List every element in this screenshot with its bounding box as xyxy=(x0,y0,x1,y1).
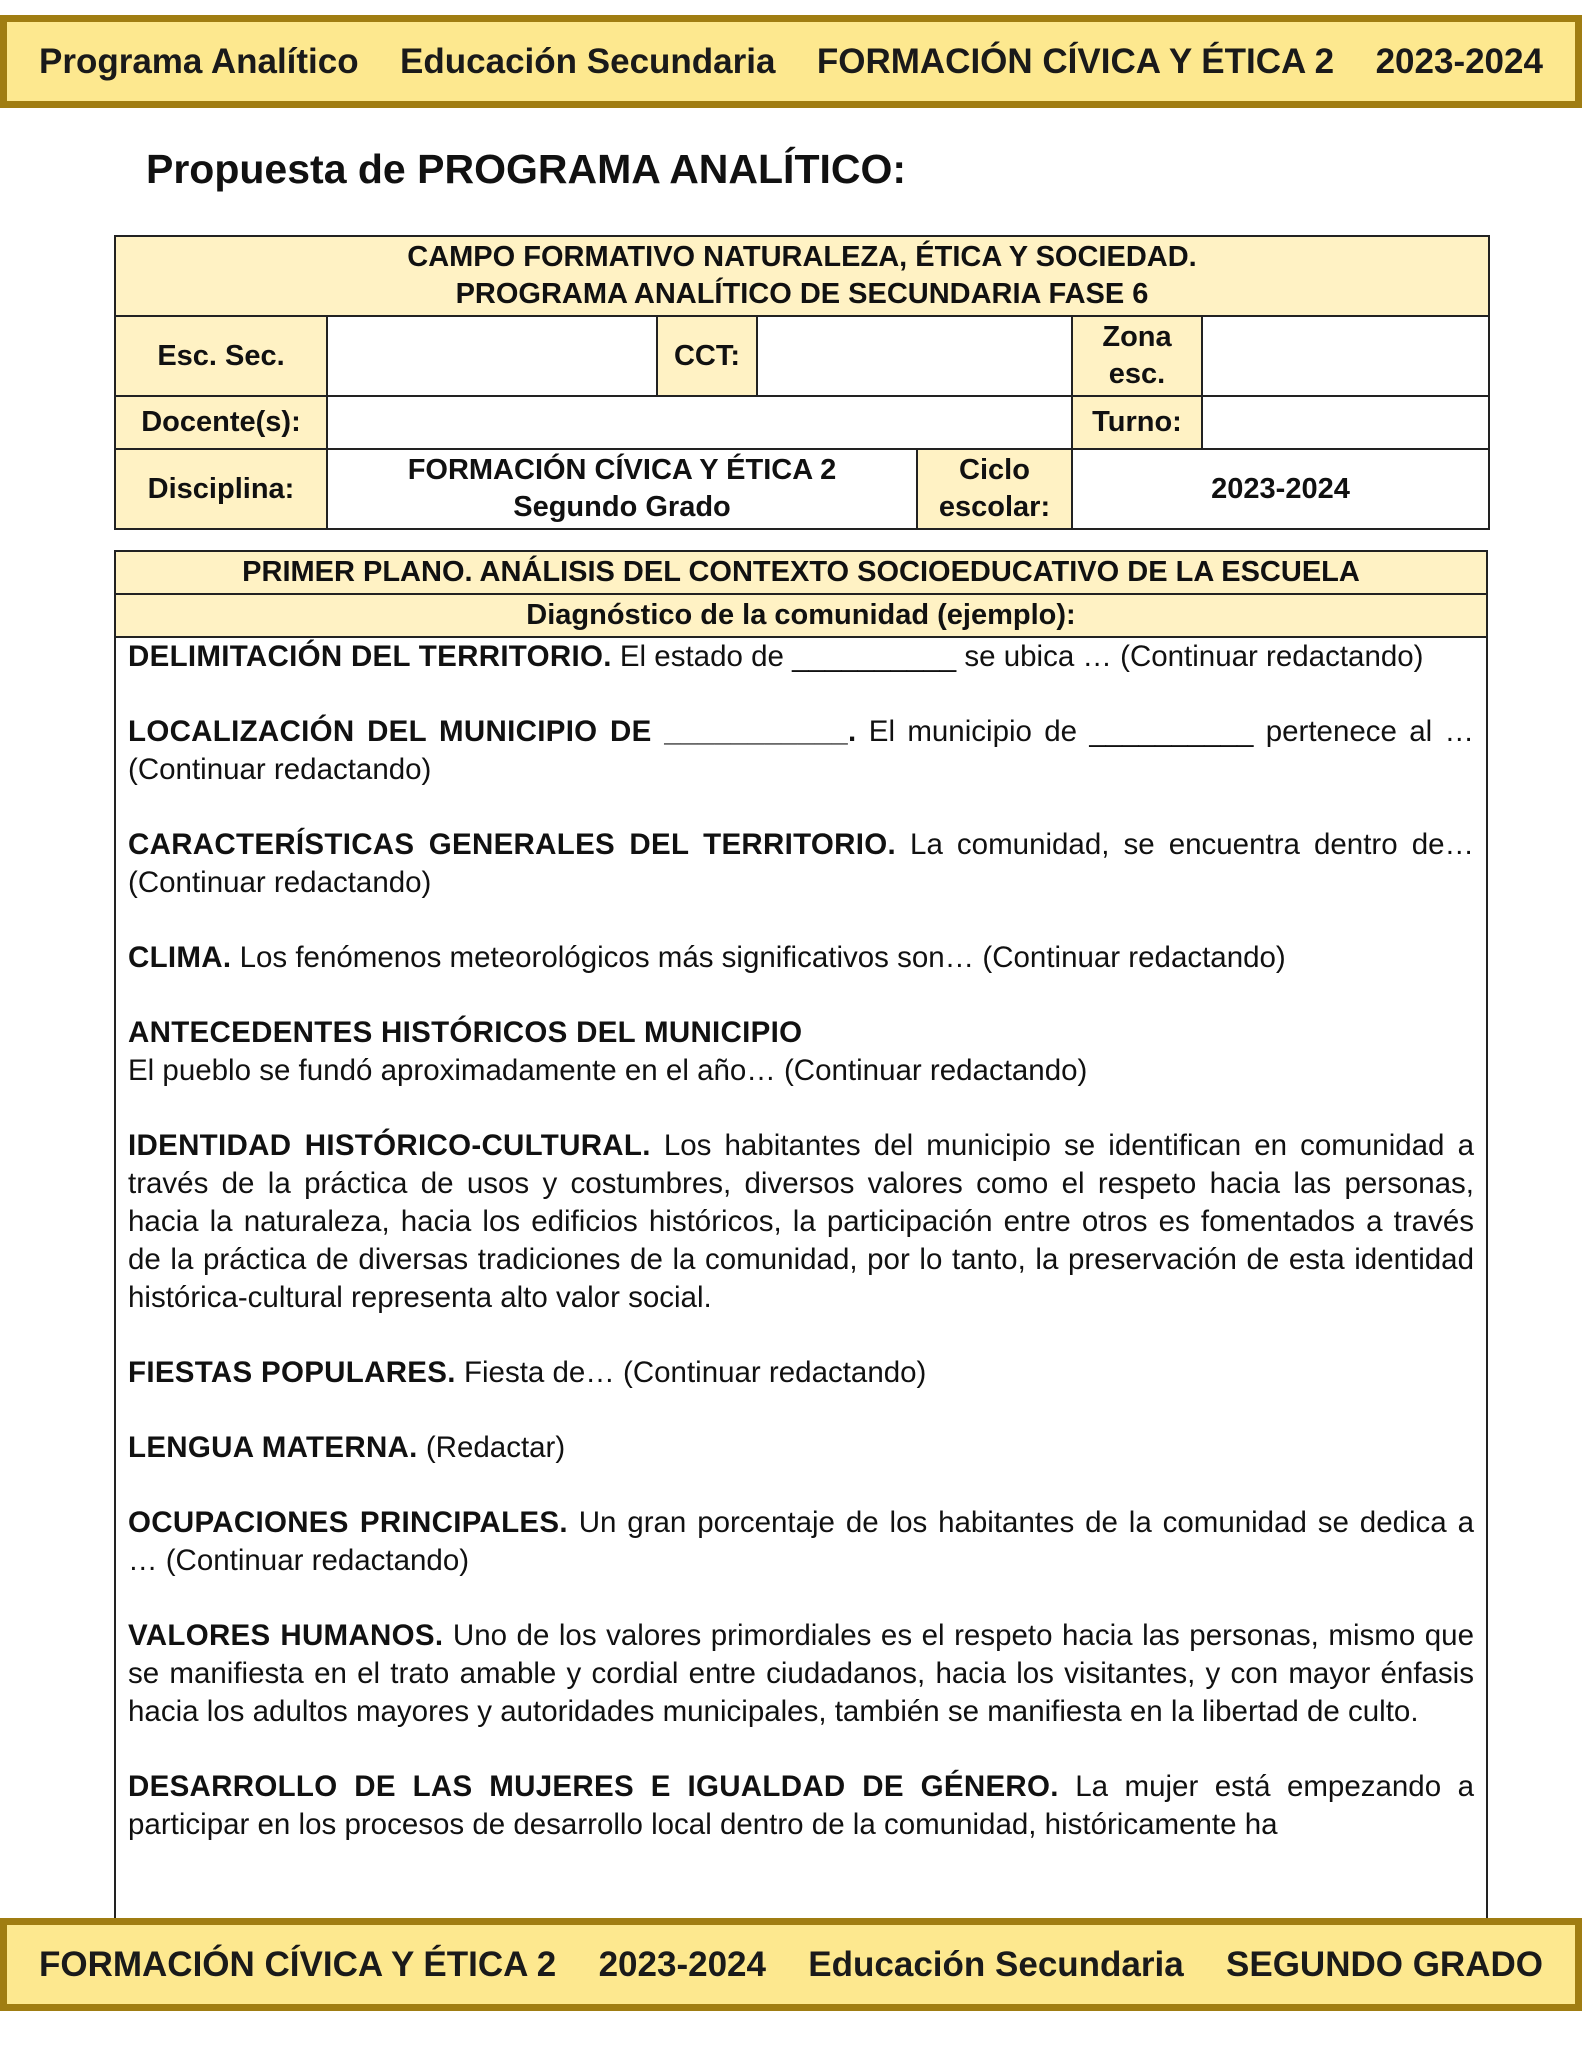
diagnostic-content xyxy=(116,638,1486,1978)
footer-banner-item: SEGUNDO GRADO xyxy=(1226,1944,1543,1984)
zona-label-line: Zona xyxy=(1102,321,1172,353)
section-delimitacion xyxy=(128,638,1474,676)
turno-label: Turno: xyxy=(1072,396,1202,449)
context-title: PRIMER PLANO. ANÁLISIS DEL CONTEXTO SOCIOEDUCATIVO DE LA ESCUELA xyxy=(115,551,1487,594)
ciclo-value: 2023-2024 xyxy=(1072,449,1489,529)
esc-sec-label: Esc. Sec. xyxy=(115,316,327,396)
disciplina-line: Segundo Grado xyxy=(513,491,731,523)
diagnostic-body xyxy=(115,637,1487,1981)
section-antecedentes xyxy=(128,1014,1474,1090)
section-title: FIESTAS POPULARES. xyxy=(128,1356,456,1389)
footer-banner-item: 2023-2024 xyxy=(598,1944,766,1984)
section-title: DELIMITACIÓN DEL TERRITORIO. xyxy=(128,640,612,673)
zona-label xyxy=(1072,316,1202,396)
section-text: Los habitantes del municipio se identifican en comunidad a través de la práctica de usos y costumbres, diversos valores como el respeto hacia las personas, hacia la naturaleza, hacia los edificios históricos, la participación entre otros es fomentados a través de la práctica de diversas tradiciones de la comunidad, por lo tanto, la preservación de esta identidad histórica-cultural representa alto valor social. xyxy=(128,1129,1474,1314)
turno-field[interactable] xyxy=(1202,396,1489,449)
header-banner xyxy=(0,15,1582,108)
context-table xyxy=(114,550,1488,1982)
footer-banner-item: Educación Secundaria xyxy=(808,1944,1184,1984)
info-table xyxy=(114,235,1490,530)
section-title: LENGUA MATERNA. xyxy=(128,1431,418,1464)
docente-field[interactable] xyxy=(327,396,1072,449)
section-desarrollo-mujeres xyxy=(128,1768,1474,1844)
section-text: (Redactar) xyxy=(417,1431,566,1464)
section-text: El estado de __________ se ubica … (Continuar redactando) xyxy=(611,640,1424,673)
section-caracteristicas xyxy=(128,826,1474,902)
page-title: Propuesta de PROGRAMA ANALÍTICO: xyxy=(146,146,907,192)
ciclo-label-line: Ciclo xyxy=(959,454,1030,486)
section-title: DESARROLLO DE LAS MUJERES E IGUALDAD DE GÉNERO. xyxy=(128,1770,1059,1803)
info-title-line: PROGRAMA ANALÍTICO DE SECUNDARIA FASE 6 xyxy=(455,278,1149,310)
section-text: El pueblo se fundó aproximadamente en el año… (Continuar redactando) xyxy=(128,1054,1088,1087)
section-identidad xyxy=(128,1127,1474,1317)
header-banner-item: Programa Analítico xyxy=(39,41,359,81)
section-clima xyxy=(128,939,1474,977)
section-title: OCUPACIONES PRINCIPALES. xyxy=(128,1506,568,1539)
section-valores xyxy=(128,1617,1474,1731)
section-text: El municipio de __________ pertenece al … (Continuar redactando) xyxy=(128,715,1474,786)
section-text: Los fenómenos meteorológicos más significativos son… (Continuar redactando) xyxy=(231,941,1286,974)
section-fiestas xyxy=(128,1354,1474,1392)
cct-label: CCT: xyxy=(657,316,757,396)
disciplina-label: Disciplina: xyxy=(115,449,327,529)
section-title: VALORES HUMANOS. xyxy=(128,1619,444,1652)
info-title-line: CAMPO FORMATIVO NATURALEZA, ÉTICA Y SOCIEDAD. xyxy=(407,241,1197,273)
info-table-title xyxy=(115,236,1489,316)
esc-sec-field[interactable] xyxy=(327,316,657,396)
ciclo-label-line: escolar: xyxy=(938,491,1051,523)
header-banner-item: FORMACIÓN CÍVICA Y ÉTICA 2 xyxy=(816,41,1335,81)
disciplina-value xyxy=(327,449,917,529)
cct-field[interactable] xyxy=(757,316,1072,396)
footer-banner xyxy=(0,1918,1582,2011)
section-title: LOCALIZACIÓN DEL MUNICIPIO DE ___________. xyxy=(128,715,857,748)
section-title: IDENTIDAD HISTÓRICO-CULTURAL. xyxy=(128,1129,651,1162)
section-text: La mujer está empezando a participar en los procesos de desarrollo local dentro de la comunidad, históricamente ha xyxy=(128,1770,1474,1841)
zona-label-line: esc. xyxy=(1108,358,1166,390)
section-text: La comunidad, se encuentra dentro de… (Continuar redactando) xyxy=(128,828,1475,899)
section-lengua xyxy=(128,1429,1474,1467)
section-ocupaciones xyxy=(128,1504,1474,1580)
footer-banner-item: FORMACIÓN CÍVICA Y ÉTICA 2 xyxy=(39,1944,557,1984)
header-banner-item: Educación Secundaria xyxy=(400,41,776,81)
context-subtitle: Diagnóstico de la comunidad (ejemplo): xyxy=(115,594,1487,637)
section-text: Uno de los valores primordiales es el respeto hacia las personas, mismo que se manifiesta en el trato amable y cordial entre ciudadanos, hacia los visitantes, y con mayor énfasis hacia los adultos mayores y autoridades municipales, también se manifiesta en la libertad de culto. xyxy=(128,1619,1474,1728)
ciclo-label xyxy=(917,449,1072,529)
zona-field[interactable] xyxy=(1202,316,1489,396)
section-title: CARACTERÍSTICAS GENERALES DEL TERRITORIO. xyxy=(128,828,896,861)
docente-label: Docente(s): xyxy=(115,396,327,449)
section-text: Fiesta de… (Continuar redactando) xyxy=(455,1356,927,1389)
section-localizacion xyxy=(128,713,1474,789)
section-title: ANTECEDENTES HISTÓRICOS DEL MUNICIPIO xyxy=(128,1016,803,1049)
header-banner-item: 2023-2024 xyxy=(1375,41,1543,81)
section-title: CLIMA. xyxy=(128,941,232,974)
section-text: Un gran porcentaje de los habitantes de la comunidad se dedica a … (Continuar redactando) xyxy=(128,1506,1474,1577)
disciplina-line: FORMACIÓN CÍVICA Y ÉTICA 2 xyxy=(407,454,837,486)
